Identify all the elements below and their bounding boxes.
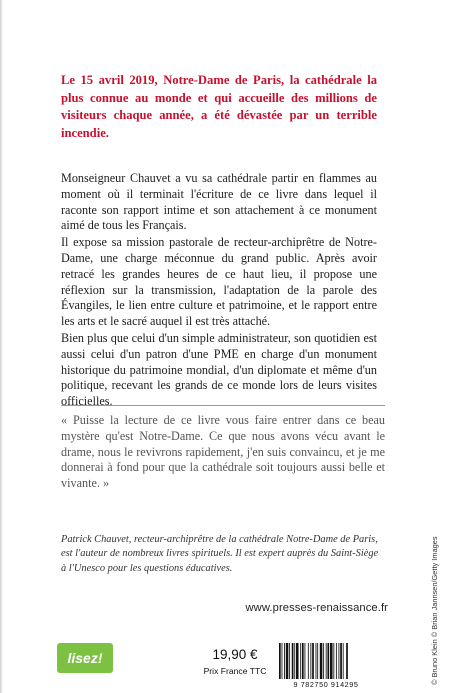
barcode-bar xyxy=(305,643,306,679)
intro-paragraph: Le 15 avril 2019, Notre-Dame de Paris, la cathédrale la plus connue au monde et qui accueille des millions de visiteurs chaque année, a été dévastée par un terrible incendie. xyxy=(61,73,377,140)
barcode-bar xyxy=(294,643,295,679)
barcode-bar xyxy=(346,643,348,679)
body-paragraph-2: Il expose sa mission pastorale de recteur-archiprêtre de Notre-Dame, une charge méconnue du grand public. Après avoir retracé les grandes heures de ce haut lieu, il propose une réflexion sur la transmission, l'adaptation de la parole des Évangiles, le lien entre culture et patrimoine, et le rapport entre les arts et le sacré auquel il est très attaché. xyxy=(61,235,377,329)
barcode-bar xyxy=(302,643,304,679)
barcode-bar xyxy=(296,643,299,679)
barcode-bar xyxy=(300,643,301,679)
barcode xyxy=(277,643,375,679)
barcode-bar xyxy=(286,643,289,679)
barcode-bar xyxy=(312,643,314,679)
author-quote: « Puisse la lecture de ce livre vous faire entrer dans ce beau mystère qu'est Notre-Dame. Ce que nous avons vécu avant le drame, nous le revivrons rapidement, j'en suis convaincu, et je me donnerai à fond pour que la cathédrale soit toujours aussi belle et vivante. » xyxy=(61,413,385,491)
barcode-bar xyxy=(320,643,323,679)
barcode-bar xyxy=(323,643,324,679)
divider xyxy=(61,405,385,406)
barcode-bar xyxy=(292,643,294,679)
barcode-bar xyxy=(326,643,327,679)
barcode-bar xyxy=(327,643,329,679)
price-label: Prix France TTC xyxy=(203,666,267,676)
spine-edge xyxy=(0,0,3,693)
barcode-bar xyxy=(289,643,290,679)
barcode-bar xyxy=(336,643,337,679)
barcode-bar xyxy=(308,643,309,679)
body-paragraph-1: Monseigneur Chauvet a vu sa cathédrale partir en flammes au moment où il terminait l'écriture de ce livre dans lequel il raconte son rapport intime et son attachement à ce monument aimé de tous les Français. xyxy=(61,171,377,233)
barcode-bar xyxy=(282,643,283,679)
lisez-logo xyxy=(57,643,113,673)
author-bio: Patrick Chauvet, recteur-archiprêtre de la cathédrale Notre-Dame de Paris, est l'auteur de nombreux livres spirituels. Il est expert auprès du Saint-Siège à l'Unesco pour les questions éducatives. xyxy=(61,534,379,574)
body-text xyxy=(61,171,377,411)
isbn-number: 9 782750 914295 xyxy=(293,680,359,689)
body-paragraph-3: Bien plus que celui d'un simple administrateur, son quotidien est aussi celui d'un patron d'une PME en charge d'un monument historique du patrimoine mondial, d'un diplomate et même d'un politique, recevant les grands de ce monde lors de leurs visites officielles. xyxy=(61,330,377,409)
barcode-bar xyxy=(340,643,342,679)
lisez-logo-text: lisez! xyxy=(67,650,103,666)
publisher-website: www.presses-renaissance.fr xyxy=(245,602,388,614)
photo-credits: © Bruno Klein © Brian Jannsen/Getty Images xyxy=(430,536,439,685)
barcode-bar xyxy=(284,643,285,679)
barcode-bar xyxy=(316,643,317,679)
barcode-bar xyxy=(279,643,281,679)
barcode-bar xyxy=(343,643,344,679)
barcode-bar xyxy=(330,643,333,679)
price: 19,90 € xyxy=(212,647,258,662)
barcode-bar xyxy=(317,643,318,679)
barcode-bar xyxy=(333,643,334,679)
barcode-bar xyxy=(310,643,311,679)
barcode-bar xyxy=(339,643,340,679)
